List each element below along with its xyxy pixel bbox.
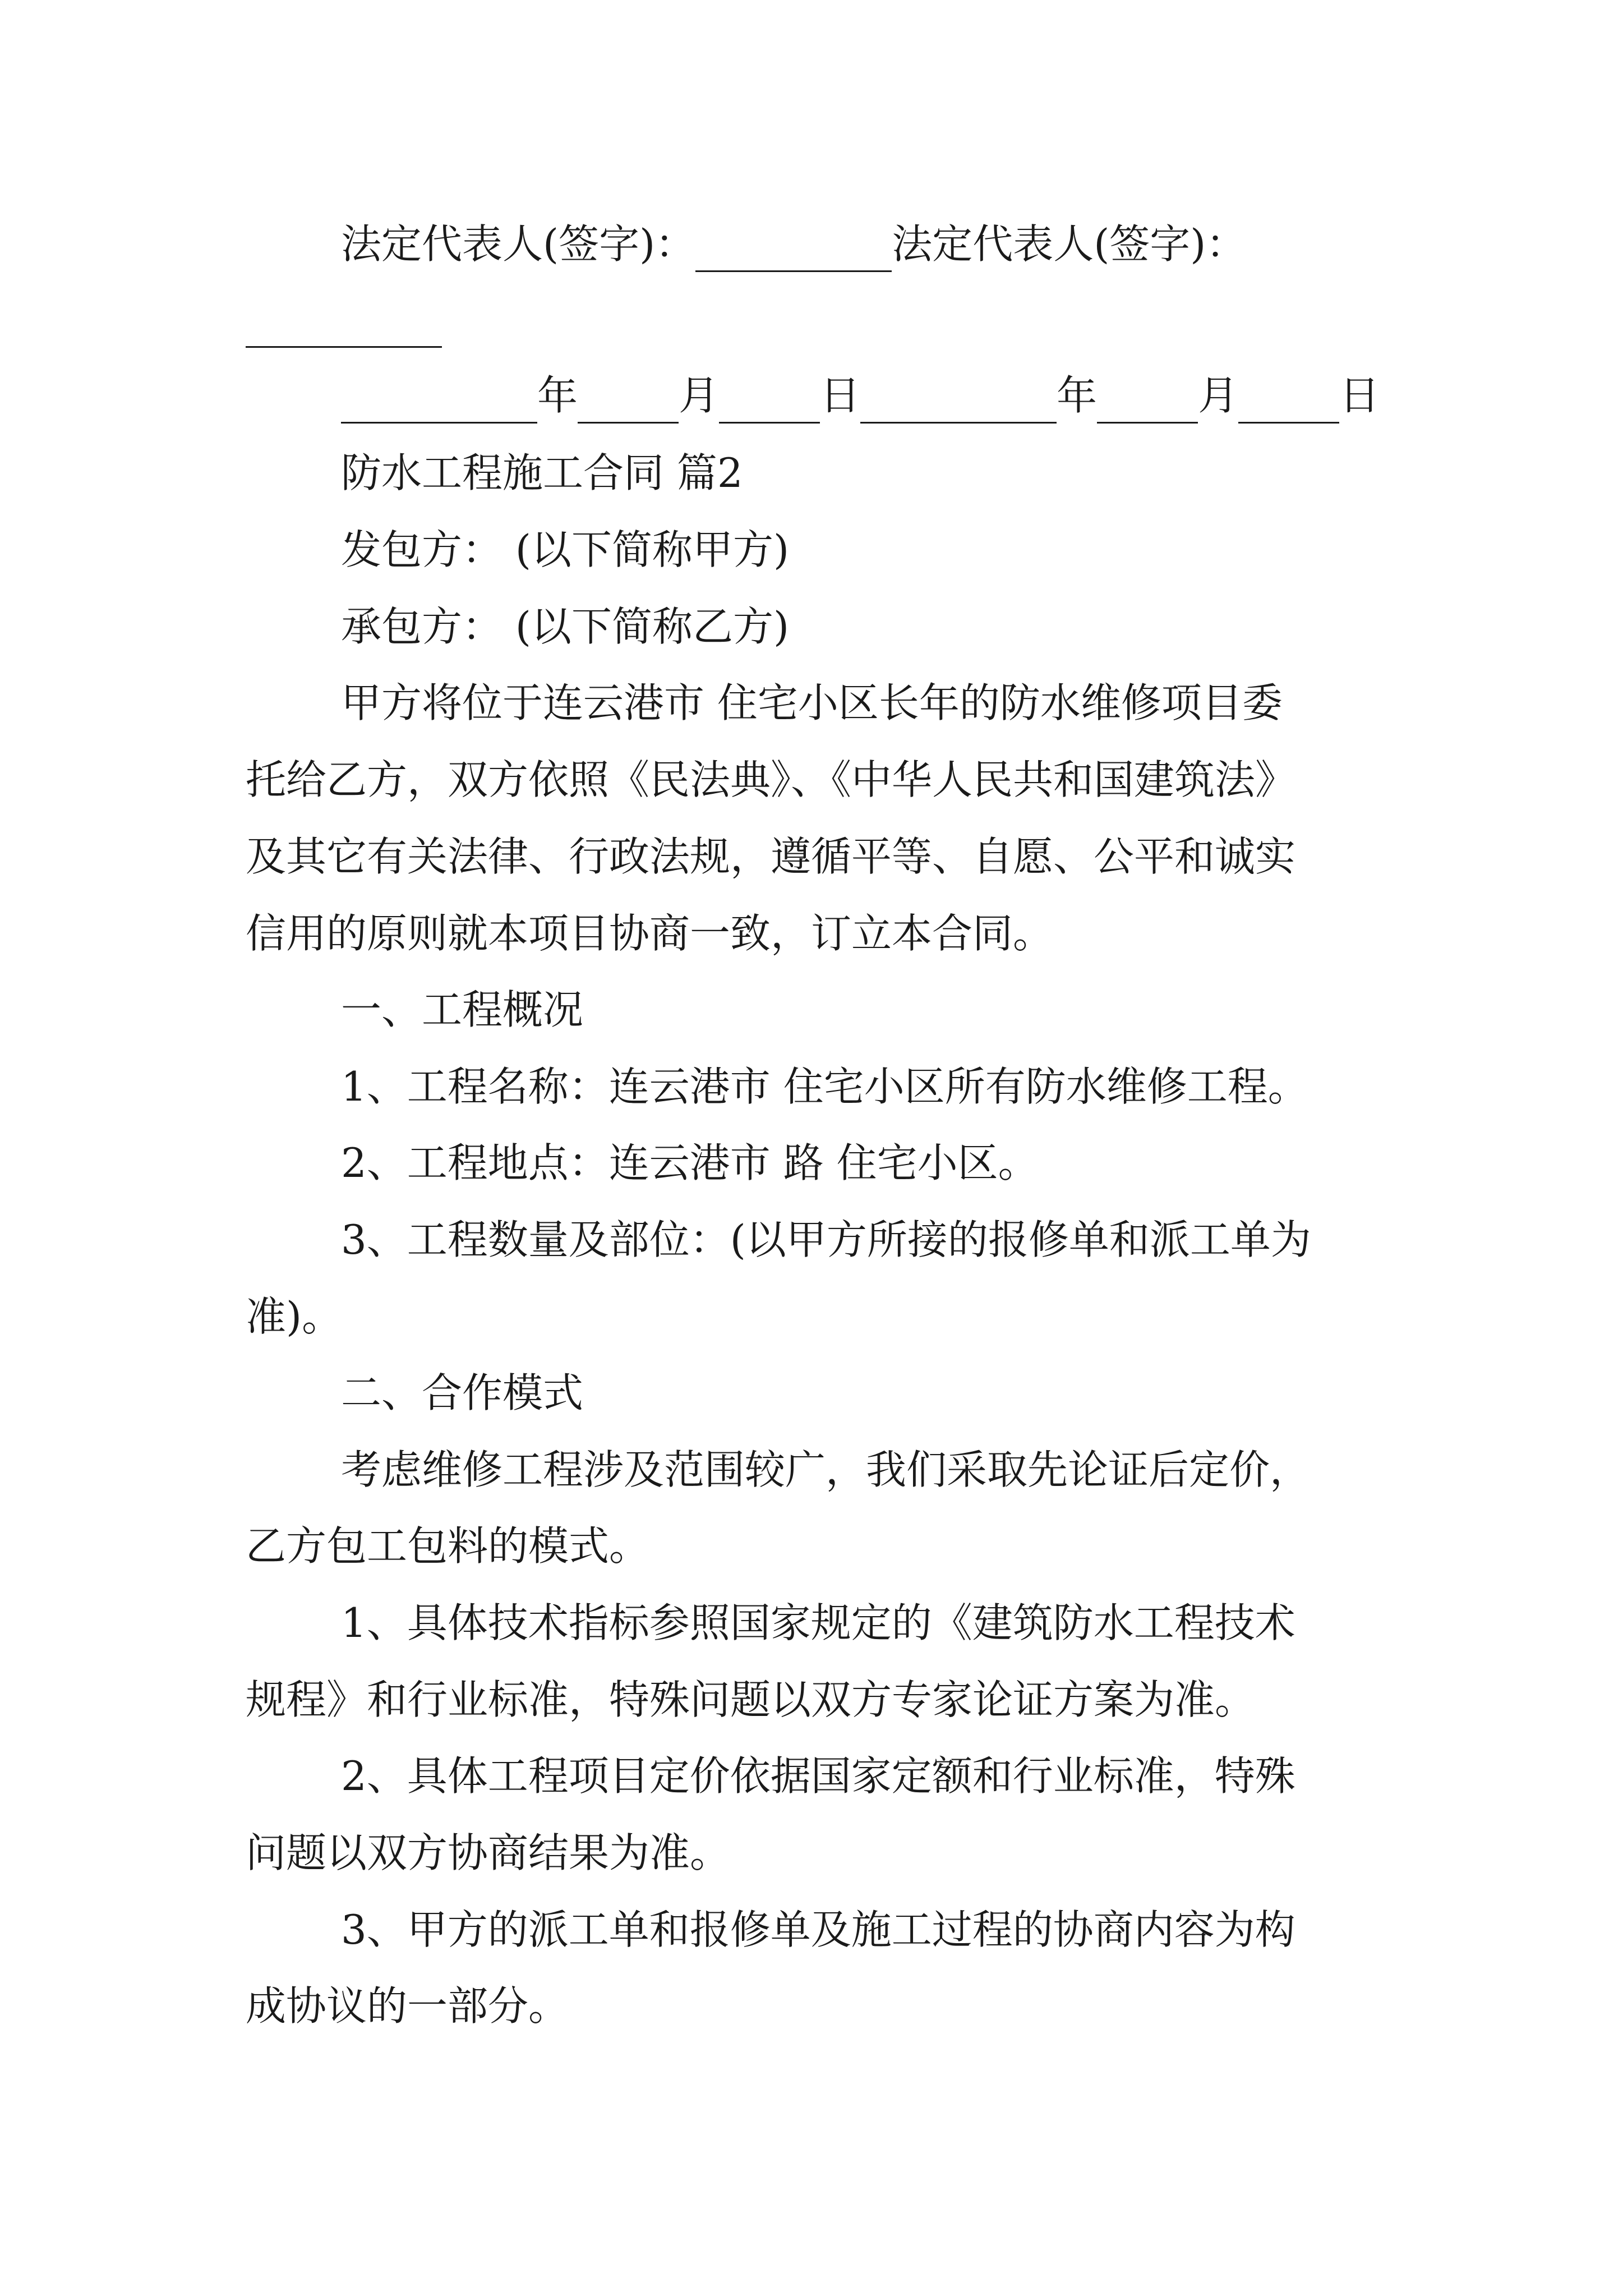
- employer-party: 发包方： (以下简称甲方): [341, 526, 790, 573]
- signature-blank-right[interactable]: [246, 302, 442, 348]
- section2-item3-line2: 成协议的一部分。: [246, 1982, 569, 2030]
- date-year-label-left: 年: [537, 372, 578, 419]
- section1-title: 一、工程概况: [341, 986, 584, 1033]
- contractor-party: 承包方： (以下简称乙方): [341, 603, 790, 650]
- contract-heading: 防水工程施工合同 篇2: [341, 449, 743, 496]
- date-month-label-right: 月: [1198, 372, 1239, 419]
- intro-line-1: 甲方将位于连云港市 住宅小区长年的防水维修项目委: [341, 679, 1283, 726]
- signature-blank-left[interactable]: [695, 227, 892, 272]
- section2-item2-line1: 2、具体工程项目定价依据国家定额和行业标准，特殊: [341, 1752, 1295, 1800]
- date-day-blank-left[interactable]: [719, 378, 820, 424]
- date-month-blank-right[interactable]: [1097, 378, 1198, 424]
- date-month-blank-left[interactable]: [578, 378, 679, 424]
- section2-item1-line1: 1、具体技术指标参照国家规定的《建筑防水工程技术: [341, 1599, 1295, 1646]
- intro-line-2: 托给乙方，双方依照《民法典》、《中华人民共和国建筑法》: [246, 756, 1296, 803]
- signature-label-right: 法定代表人(签字)：: [892, 220, 1247, 268]
- section1-item2: 2、工程地点：连云港市 路 住宅小区。: [341, 1139, 1039, 1186]
- signature-continuation: [246, 292, 1390, 342]
- date-line: [341, 367, 1485, 424]
- section2-item1-line2: 规程》和行业标准，特殊问题以双方专家论证方案为准。: [246, 1676, 1256, 1723]
- section2-title: 二、合作模式: [341, 1369, 584, 1416]
- section1-item3-line1: 3、工程数量及部位：(以甲方所接的报修单和派工单为: [341, 1216, 1311, 1263]
- date-day-label-right: 日: [1339, 372, 1380, 419]
- date-year-blank-right[interactable]: [860, 378, 1057, 424]
- section2-item3-line1: 3、甲方的派工单和报修单及施工过程的协商内容为构: [341, 1906, 1295, 1953]
- intro-line-4: 信用的原则就本项目协商一致，订立本合同。: [246, 910, 1054, 957]
- section1-item3-line2: 准)。: [246, 1293, 343, 1340]
- signature-line: [341, 216, 1485, 272]
- date-day-label-left: 日: [820, 372, 861, 419]
- date-year-label-right: 年: [1057, 372, 1098, 419]
- section2-item2-line2: 问题以双方协商结果为准。: [246, 1829, 731, 1876]
- intro-line-3: 及其它有关法律、行政法规，遵循平等、自愿、公平和诚实: [246, 833, 1296, 880]
- section1-item1: 1、工程名称：连云港市 住宅小区所有防水维修工程。: [341, 1063, 1308, 1110]
- signature-label-left: 法定代表人(签字)：: [341, 220, 696, 268]
- section2-intro-line1: 考虑维修工程涉及范围较广，我们采取先论证后定价，: [341, 1446, 1311, 1493]
- section2-intro-line2: 乙方包工包料的模式。: [246, 1522, 650, 1570]
- date-year-blank-left[interactable]: [341, 378, 537, 424]
- date-month-label-left: 月: [679, 372, 720, 419]
- date-day-blank-right[interactable]: [1238, 378, 1339, 424]
